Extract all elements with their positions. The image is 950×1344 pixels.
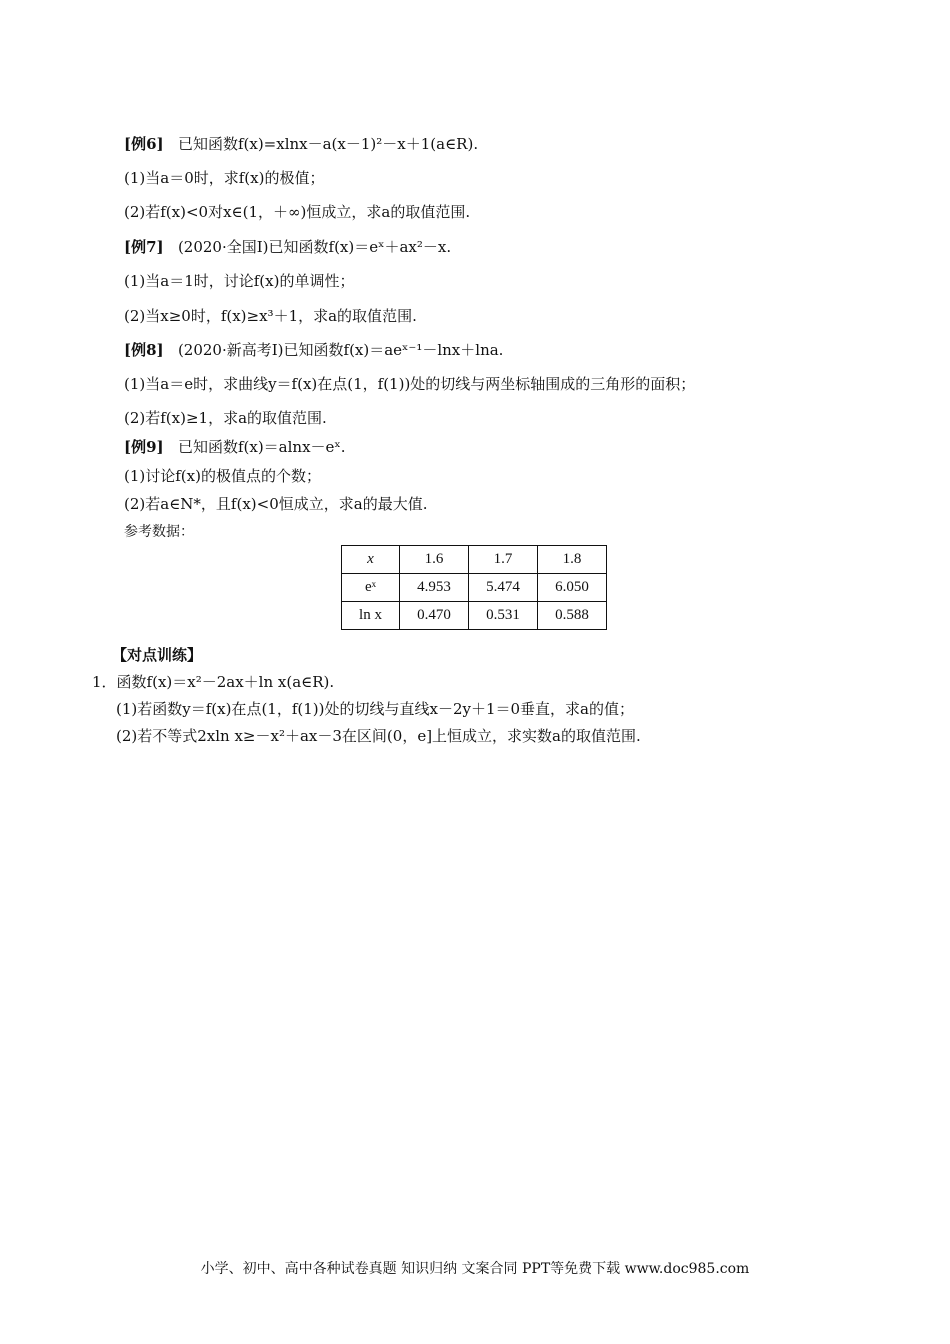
training-problem-1: 1．函数f(x)＝x²－2ax＋ln x(a∈R). (92, 673, 335, 691)
table-cell: x (342, 546, 400, 574)
example-6-tag: [例6] (124, 135, 164, 153)
example-7-tag: [例7] (124, 238, 164, 256)
table-cell: 1.8 (538, 546, 607, 574)
table-row (342, 546, 607, 574)
reference-table (341, 545, 607, 630)
example-7-text: (2020·全国Ⅰ)已知函数f(x)＝eˣ＋ax²－x. (177, 238, 452, 256)
table-cell: 1.7 (469, 546, 538, 574)
example-6-part-2: (2)若f(x)<0对x∈(1，＋∞)恒成立，求a的取值范围. (124, 203, 471, 221)
example-7-part-2: (2)当x≥0时，f(x)≥x³＋1，求a的取值范围. (124, 307, 417, 325)
training-part-2: (2)若不等式2xln x≥－x²＋ax－3在区间(0，e]上恒成立，求实数a的取值范围. (116, 727, 641, 745)
reference-label: 参考数据： (124, 524, 194, 540)
table-cell: 4.953 (400, 574, 469, 602)
table-cell: ln x (342, 602, 400, 630)
table-cell: 0.470 (400, 602, 469, 630)
example-9-part-2: (2)若a∈N*，且f(x)<0恒成立，求a的最大值. (124, 495, 428, 513)
example-8-tag: [例8] (124, 341, 164, 359)
example-6-statement (124, 134, 478, 154)
example-8-text: (2020·新高考Ⅰ)已知函数f(x)＝aeˣ⁻¹－lnx＋lna. (177, 341, 504, 359)
example-8-statement (124, 340, 503, 360)
example-7-part-1: (1)当a＝1时，讨论f(x)的单调性； (124, 272, 355, 290)
training-heading: 【对点训练】 (112, 646, 203, 664)
table-cell: 0.531 (469, 602, 538, 630)
training-part-1: (1)若函数y＝f(x)在点(1，f(1))处的切线与直线x－2y＋1＝0垂直，求a的值； (116, 700, 634, 718)
table-row (342, 574, 607, 602)
table-cell: 0.588 (538, 602, 607, 630)
page-footer: 小学、初中、高中各种试卷真题 知识归纳 文案合同 PPT等免费下载 www.doc985.com (200, 1261, 750, 1277)
example-9-text: 已知函数f(x)＝alnx－eˣ. (177, 438, 346, 456)
example-8-part-2: (2)若f(x)≥1，求a的取值范围. (124, 409, 327, 427)
example-8-part-1: (1)当a＝e时，求曲线y＝f(x)在点(1，f(1))处的切线与两坐标轴围成的三角形的面积； (124, 375, 696, 393)
table-cell: 6.050 (538, 574, 607, 602)
example-7-statement (124, 237, 451, 257)
example-6-part-1: (1)当a＝0时，求f(x)的极值； (124, 169, 325, 187)
example-9-statement (124, 437, 346, 457)
table-cell: eˣ (342, 574, 400, 602)
example-9-tag: [例9] (124, 438, 164, 456)
table-cell: 5.474 (469, 574, 538, 602)
table-cell: 1.6 (400, 546, 469, 574)
example-9-part-1: (1)讨论f(x)的极值点的个数； (124, 467, 321, 485)
example-6-text: 已知函数f(x)=xlnx－a(x－1)²－x＋1(a∈R). (177, 135, 479, 153)
table-row (342, 602, 607, 630)
